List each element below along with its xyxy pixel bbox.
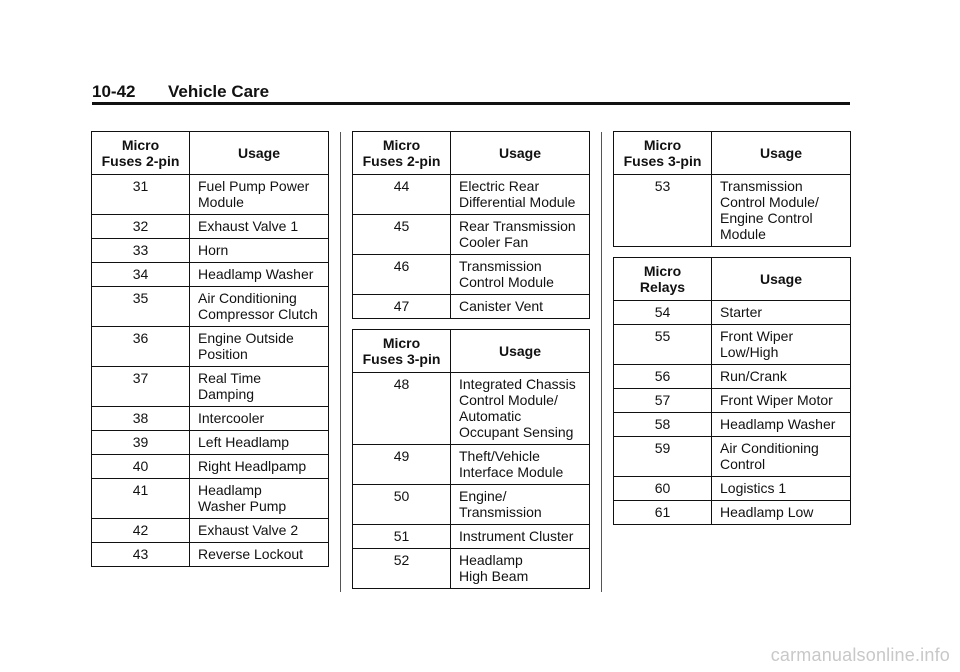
fuse-usage: Logistics 1 (720, 480, 787, 496)
fuse-number-cell (614, 389, 712, 413)
fuse-usage: Instrument Cluster (459, 528, 574, 544)
fuse-number: 41 (132, 482, 149, 498)
fuse-number: 42 (132, 522, 149, 538)
fuse-number-cell (92, 455, 190, 479)
fuse-usage-cell (451, 525, 590, 549)
header-text: Micro Relays (639, 263, 686, 295)
fuse-number: 33 (132, 242, 149, 258)
fuse-usage: Headlamp Low (720, 504, 814, 520)
column-header-usage (712, 132, 851, 175)
table-row (614, 437, 851, 477)
fuse-usage: Headlamp Washer (720, 416, 836, 432)
fuse-usage-cell (190, 367, 329, 407)
fuse-usage-cell (190, 519, 329, 543)
column-header-usage (190, 132, 329, 175)
watermark: carmanualsonline.info (770, 645, 950, 665)
page-number: 10-42 (92, 82, 136, 101)
fuse-number: 56 (654, 368, 671, 384)
fuse-usage: Air Conditioning Control (720, 440, 819, 472)
fuse-usage: Canister Vent (459, 298, 544, 314)
fuse-usage-cell (712, 365, 851, 389)
column-divider-1 (340, 132, 341, 592)
fuse-number-cell (92, 543, 190, 567)
table-row (92, 431, 329, 455)
table-row (353, 255, 590, 295)
fuse-number-cell (614, 501, 712, 525)
fuse-number-cell (353, 295, 451, 319)
fuse-number-cell (92, 367, 190, 407)
fuse-number-cell (92, 175, 190, 215)
fuse-number: 37 (132, 370, 149, 386)
header-text: Usage (759, 145, 803, 161)
column-divider-2 (601, 132, 602, 592)
fuse-usage-cell (190, 479, 329, 519)
column-header-fuse (353, 330, 451, 373)
table-row (92, 239, 329, 263)
fuse-usage-cell (451, 445, 590, 485)
table-row (353, 445, 590, 485)
page-header (92, 78, 850, 106)
fuse-number: 54 (654, 304, 671, 320)
fuse-usage-cell (190, 543, 329, 567)
fuse-usage: Left Headlamp (198, 434, 290, 450)
fuse-number-cell (353, 445, 451, 485)
fuse-number-cell (353, 485, 451, 525)
fuse-usage: Theft/Vehicle Interface Module (459, 448, 564, 480)
fuse-number-cell (614, 175, 712, 247)
micro-fuses-2pin-table-b (352, 131, 590, 319)
table-row (92, 407, 329, 431)
column-header-fuse (92, 132, 190, 175)
fuse-number: 61 (654, 504, 671, 520)
fuse-number: 43 (132, 546, 149, 562)
fuse-usage-cell (712, 477, 851, 501)
table-row (92, 263, 329, 287)
fuse-usage: Starter (720, 304, 763, 320)
table-header-row (614, 132, 851, 175)
fuse-usage: Engine Outside Position (198, 330, 294, 362)
fuse-usage: Fuel Pump Power Module (198, 178, 310, 210)
header-text: Usage (237, 145, 281, 161)
fuse-usage-cell (712, 301, 851, 325)
fuse-number-cell (614, 437, 712, 477)
fuse-number-cell (92, 263, 190, 287)
table-row (92, 543, 329, 567)
table-row (353, 295, 590, 319)
fuse-number-cell (92, 327, 190, 367)
table-row (614, 175, 851, 247)
fuse-usage-cell (190, 215, 329, 239)
fuse-number-cell (614, 477, 712, 501)
column-header-fuse (614, 132, 712, 175)
fuse-usage: Reverse Lockout (198, 546, 304, 562)
table-row (614, 413, 851, 437)
header-text: Usage (498, 343, 542, 359)
header-text: Usage (498, 145, 542, 161)
table-row (353, 485, 590, 525)
table-row (614, 389, 851, 413)
table-header-row (92, 132, 329, 175)
header-rule (92, 102, 850, 105)
micro-relays-table (613, 257, 851, 525)
fuse-number: 47 (393, 298, 410, 314)
micro-fuses-3pin-table-a (352, 329, 590, 589)
fuse-number: 39 (132, 434, 149, 450)
fuse-number: 50 (393, 488, 410, 504)
fuse-number: 58 (654, 416, 671, 432)
table-row (92, 287, 329, 327)
table-row (614, 501, 851, 525)
fuse-number: 36 (132, 330, 149, 346)
fuse-usage-cell (451, 175, 590, 215)
fuse-number-cell (353, 255, 451, 295)
fuse-number: 48 (393, 376, 410, 392)
column-header-usage (451, 132, 590, 175)
column-header-usage (712, 258, 851, 301)
fuse-number-cell (614, 325, 712, 365)
fuse-number-cell (92, 431, 190, 455)
fuse-number-cell (614, 413, 712, 437)
fuse-usage-cell (451, 215, 590, 255)
header-text: Micro Fuses 2-pin (101, 137, 180, 169)
fuse-usage: Transmission Control Module (459, 258, 554, 290)
fuse-usage: Exhaust Valve 1 (198, 218, 299, 234)
fuse-usage-cell (190, 455, 329, 479)
fuse-usage: Headlamp Washer (198, 266, 314, 282)
fuse-usage: Electric Rear Differential Module (459, 178, 576, 210)
fuse-number-cell (92, 239, 190, 263)
micro-fuses-3pin-table-b (613, 131, 851, 247)
section-title: Vehicle Care (168, 82, 270, 101)
fuse-number: 53 (654, 178, 671, 194)
table-row (353, 175, 590, 215)
table-row (353, 373, 590, 445)
fuse-usage: Exhaust Valve 2 (198, 522, 299, 538)
fuse-number-cell (353, 549, 451, 589)
fuse-number-cell (614, 365, 712, 389)
header-text: Micro Fuses 3-pin (362, 335, 441, 367)
fuse-number-cell (353, 215, 451, 255)
table-row (614, 365, 851, 389)
table-row (92, 455, 329, 479)
table-row (614, 325, 851, 365)
fuse-usage: Integrated Chassis Control Module/ Automatic Occupant Sensing (459, 376, 576, 440)
column-header-fuse (353, 132, 451, 175)
table-row (353, 549, 590, 589)
fuse-number-cell (92, 479, 190, 519)
fuse-usage: Real Time Damping (198, 370, 262, 402)
table-row (614, 301, 851, 325)
fuse-usage-cell (451, 255, 590, 295)
fuse-usage-cell (712, 389, 851, 413)
fuse-number-cell (92, 287, 190, 327)
header-text: Micro Fuses 3-pin (623, 137, 702, 169)
fuse-usage-cell (451, 295, 590, 319)
micro-fuses-2pin-table-a (91, 131, 329, 567)
fuse-number-cell (92, 215, 190, 239)
fuse-number-cell (353, 373, 451, 445)
fuse-number: 59 (654, 440, 671, 456)
table-row (92, 519, 329, 543)
fuse-usage-cell (451, 373, 590, 445)
fuse-usage-cell (190, 287, 329, 327)
fuse-number: 40 (132, 458, 149, 474)
fuse-number: 38 (132, 410, 149, 426)
fuse-usage-cell (190, 407, 329, 431)
fuse-usage: Headlamp High Beam (459, 552, 529, 584)
table-header-row (614, 258, 851, 301)
table-row (92, 175, 329, 215)
fuse-usage-cell (190, 263, 329, 287)
column-header-fuse (614, 258, 712, 301)
fuse-usage: Intercooler (198, 410, 265, 426)
table-row (353, 525, 590, 549)
fuse-number-cell (353, 175, 451, 215)
fuse-usage-cell (712, 175, 851, 247)
fuse-number-cell (92, 519, 190, 543)
table-row (614, 477, 851, 501)
fuse-usage: Front Wiper Motor (720, 392, 833, 408)
fuse-number: 32 (132, 218, 149, 234)
table-row (92, 479, 329, 519)
fuse-usage-cell (190, 327, 329, 367)
fuse-usage: Right Headlpamp (198, 458, 307, 474)
fuse-usage-cell (712, 325, 851, 365)
fuse-usage: Run/Crank (720, 368, 787, 384)
fuse-usage-cell (712, 437, 851, 477)
fuse-number: 45 (393, 218, 410, 234)
fuse-number: 35 (132, 290, 149, 306)
fuse-usage: Engine/ Transmission (459, 488, 542, 520)
fuse-number: 46 (393, 258, 410, 274)
fuse-usage-cell (712, 413, 851, 437)
fuse-number-cell (353, 525, 451, 549)
header-text: Usage (759, 271, 803, 287)
fuse-usage-cell (190, 431, 329, 455)
fuse-usage-cell (451, 549, 590, 589)
header-text: Micro Fuses 2-pin (362, 137, 441, 169)
fuse-usage: Rear Transmission Cooler Fan (459, 218, 576, 250)
fuse-number: 57 (654, 392, 671, 408)
fuse-usage-cell (190, 239, 329, 263)
fuse-usage: Horn (198, 242, 229, 258)
column-header-usage (451, 330, 590, 373)
fuse-number: 55 (654, 328, 671, 344)
fuse-number: 31 (132, 178, 149, 194)
table-row (92, 327, 329, 367)
table-row (92, 367, 329, 407)
fuse-number: 44 (393, 178, 410, 194)
fuse-usage: Front Wiper Low/High (720, 328, 794, 360)
table-row (353, 215, 590, 255)
fuse-number-cell (614, 301, 712, 325)
table-header-row (353, 132, 590, 175)
table-row (92, 215, 329, 239)
fuse-usage: Air Conditioning Compressor Clutch (198, 290, 318, 322)
table-header-row (353, 330, 590, 373)
fuse-number-cell (92, 407, 190, 431)
fuse-usage-cell (451, 485, 590, 525)
fuse-usage-cell (712, 501, 851, 525)
fuse-number: 49 (393, 448, 410, 464)
fuse-number: 34 (132, 266, 149, 282)
fuse-number: 51 (393, 528, 410, 544)
fuse-usage-cell (190, 175, 329, 215)
fuse-usage: Transmission Control Module/ Engine Control Module (720, 178, 819, 242)
fuse-number: 52 (393, 552, 410, 568)
fuse-usage: Headlamp Washer Pump (198, 482, 287, 514)
fuse-number: 60 (654, 480, 671, 496)
